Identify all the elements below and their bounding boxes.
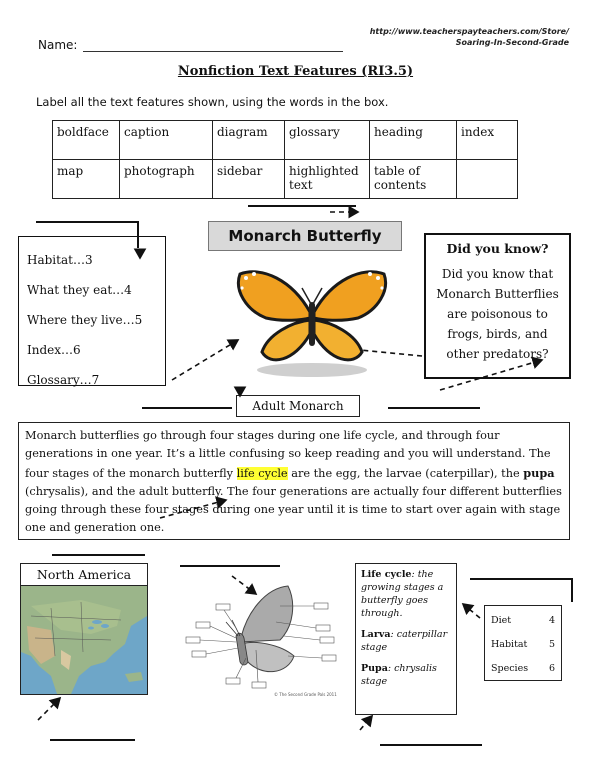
index-term: Diet: [491, 615, 512, 626]
index-page: 4: [548, 615, 555, 626]
arrow-glossary: [360, 716, 372, 730]
arrow-sidebar-dash: [360, 350, 422, 356]
paragraph-text: (chrysalis), and the adult butterfly. The four generations are actually four different butterflies going through these four stages during one year until it is time to start over again with stage one and generation one.: [25, 484, 562, 535]
url-line-1: http://www.teacherspayteachers.com/Store/: [369, 27, 569, 36]
answer-line-index[interactable]: [470, 579, 572, 602]
word-cell: map: [53, 160, 120, 199]
caption-adult-monarch: Adult Monarch: [236, 395, 360, 417]
word-cell: highlighted text: [285, 160, 370, 199]
highlighted-text: life cycle: [236, 466, 288, 480]
toc-item: Index…6: [27, 343, 81, 357]
url-line-2: Soaring-In-Second-Grade: [455, 38, 569, 47]
index-term: Species: [491, 663, 529, 674]
glossary-term: Larva: [361, 629, 391, 640]
glossary-definition: : the growing stages a butterfly goes through.: [361, 569, 444, 619]
word-cell: heading: [370, 121, 457, 160]
toc-item: What they eat…4: [27, 283, 132, 297]
arrow-photo: [172, 340, 238, 380]
arrow-sidebar: [440, 360, 542, 390]
word-cell: caption: [120, 121, 213, 160]
word-cell: table of contents: [370, 160, 457, 199]
sidebar-title: Did you know?: [446, 241, 549, 256]
toc-item: Glossary…7: [27, 373, 100, 387]
glossary-definition: : chrysalis stage: [361, 663, 437, 687]
answer-line-toc[interactable]: [36, 222, 138, 248]
instructions: Label all the text features shown, using the words in the box.: [36, 95, 389, 109]
glossary-term: Life cycle: [361, 569, 412, 580]
glossary-definition: : caterpillar stage: [361, 629, 448, 653]
worksheet-title: Nonfiction Text Features (RI3.5): [177, 64, 414, 79]
glossary-term: Pupa: [361, 663, 388, 674]
map-title: North America: [20, 563, 148, 587]
index-page: 6: [548, 663, 555, 674]
word-cell: boldface: [53, 121, 120, 160]
word-cell: sidebar: [213, 160, 285, 199]
word-cell: glossary: [285, 121, 370, 160]
diagram-credit: © The Second Grade Pals 2011: [274, 692, 337, 697]
paragraph-text: are the egg, the larvae (caterpillar), the: [287, 466, 524, 480]
heading-monarch-butterfly: Monarch Butterfly: [208, 221, 402, 251]
toc-item: Where they live…5: [27, 313, 143, 327]
arrow-paragraph: [160, 500, 226, 518]
index-page: 5: [548, 639, 555, 650]
arrow-diagram: [232, 576, 256, 594]
arrow-index: [463, 604, 480, 618]
word-cell: diagram: [213, 121, 285, 160]
boldface-text: pupa: [523, 465, 555, 480]
sidebar-body: Did you know that Monarch Butterflies are poisonous to frogs, birds, and other predators?: [436, 267, 559, 361]
index-term: Habitat: [491, 639, 528, 650]
name-label: Name:: [38, 38, 78, 52]
toc-item: Habitat…3: [27, 253, 93, 267]
paragraph-text: Monarch butterflies go through four stages during one life cycle, and through four generations in one year. It’s a little confusing so keep reading and you will understand. The four stages of the monarch butterfly: [25, 429, 551, 480]
arrow-map: [38, 698, 60, 720]
word-cell: photograph: [120, 160, 213, 199]
word-cell: index: [457, 121, 518, 160]
